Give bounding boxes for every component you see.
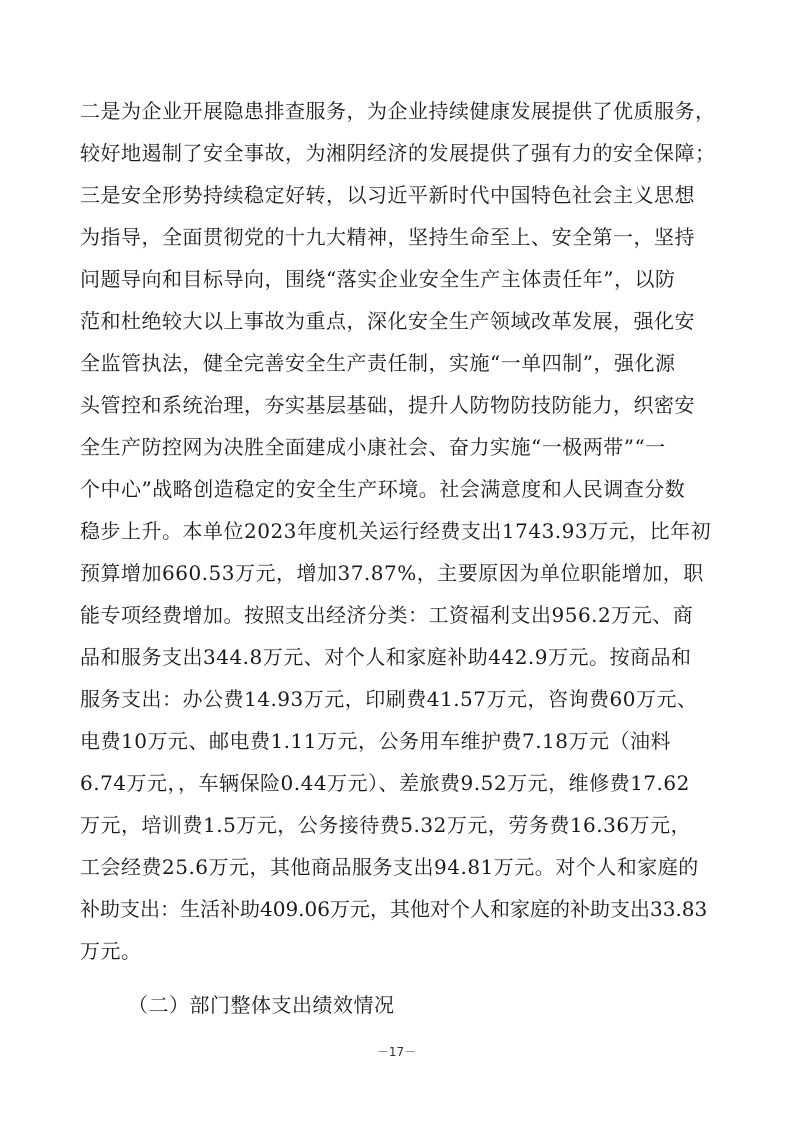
text-line: 万元，培训费1.5万元，公务接待费5.32万元，劳务费16.36万元， xyxy=(80,813,692,837)
text-line: 预算增加660.53万元，增加37.87%，主要原因为单位职能增加，职 xyxy=(80,561,704,585)
text-line: 万元。 xyxy=(80,939,142,963)
text-line: 全生产防控网为决胜全面建成小康社会、奋力实施“一极两带”“一 xyxy=(80,435,666,459)
text-line: 补助支出：生活补助409.06万元，其他对个人和家庭的补助支出33.83 xyxy=(80,897,708,921)
text-line: 服务支出：办公费14.93万元，印刷费41.57万元，咨询费60万元、 xyxy=(80,687,698,711)
text-line: 头管控和系统治理，夯实基层基础，提升人防物防技防能力，织密安 xyxy=(80,393,695,417)
text-line: 二是为企业开展隐患排查服务，为企业持续健康发展提供了优质服务， xyxy=(80,99,716,123)
text-line: 稳步上升。本单位2023年度机关运行经费支出1743.93万元，比年初 xyxy=(80,519,712,543)
text-line: 三是安全形势持续稳定好转，以习近平新时代中国特色社会主义思想 xyxy=(80,183,695,207)
section-heading: （二）部门整体支出绩效情况 xyxy=(128,993,395,1017)
text-line: 能专项经费增加。按照支出经济分类：工资福利支出956.2万元、商 xyxy=(80,603,694,627)
text-line: 个中心”战略创造稳定的安全生产环境。社会满意度和人民调查分数 xyxy=(80,477,686,501)
text-line: 电费10万元、邮电费1.11万元，公务用车维护费7.18万元（油料 xyxy=(80,729,672,753)
text-line: 工会经费25.6万元，其他商品服务支出94.81万元。对个人和家庭的 xyxy=(80,855,699,879)
text-line: 较好地遏制了安全事故，为湘阴经济的发展提供了强有力的安全保障； xyxy=(80,141,716,165)
text-line: 品和服务支出344.8万元、对个人和家庭补助442.9万元。按商品和 xyxy=(80,645,692,669)
page-number: －17－ xyxy=(376,1045,417,1059)
text-line: 6.74万元，，车辆保险0.44万元）、差旅费9.52万元，维修费17.62 xyxy=(80,771,690,795)
text-line: 全监管执法，健全完善安全生产责任制，实施“一单四制”，强化源 xyxy=(80,351,676,375)
text-line: 为指导，全面贯彻党的十九大精神，坚持生命至上、安全第一，坚持 xyxy=(80,225,695,249)
text-line: 范和杜绝较大以上事故为重点，深化安全生产领域改革发展，强化安 xyxy=(80,309,695,333)
text-line: 问题导向和目标导向，围绕“落实企业安全生产主体责任年”，以防 xyxy=(80,267,676,291)
